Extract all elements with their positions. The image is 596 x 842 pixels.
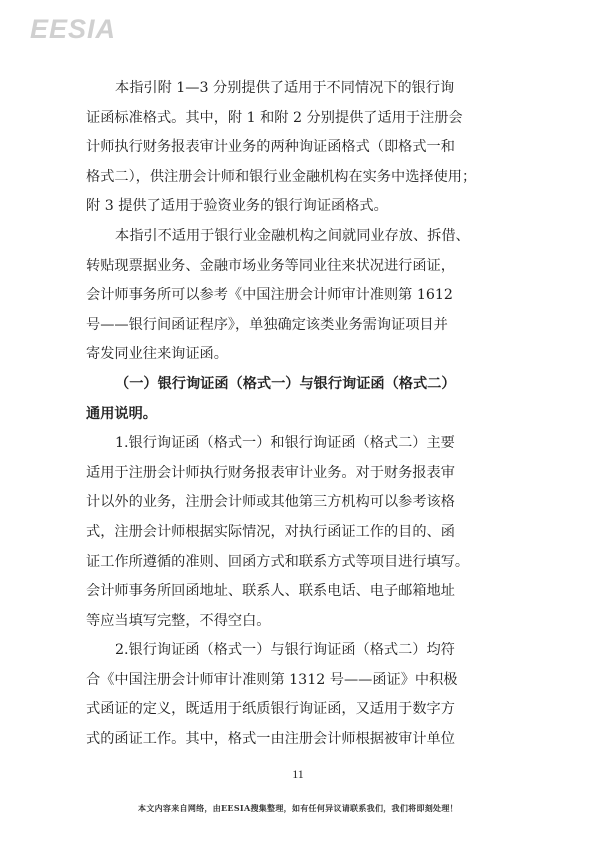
body-line: 证函标准格式。其中，附 1 和附 2 分别提供了适用于注册会 [86, 109, 463, 126]
body-line: 1.银行询证函（格式一）和银行询证函（格式二）主要 [115, 435, 455, 452]
body-line: 适用于注册会计师执行财务报表审计业务。对于财务报表审 [86, 464, 455, 481]
body-line: 格式二），供注册会计师和银行业金融机构在实务中选择使用； [86, 168, 477, 185]
document-body [86, 74, 516, 755]
section-heading: 通用说明。 [86, 405, 157, 422]
section-heading: （一）银行询证函（格式一）与银行询证函（格式二） [115, 375, 456, 392]
body-line: 会计师事务所回函地址、联系人、联系电话、电子邮箱地址 [86, 583, 455, 600]
body-line: 本指引不适用于银行业金融机构之间就同业存放、拆借、 [115, 227, 470, 244]
body-line: 号——银行间函证程序》，单独确定该类业务需询证项目并 [86, 316, 448, 333]
body-line: 转贴现票据业务、金融市场业务等同业往来状况进行函证， [86, 257, 455, 274]
body-line: 式的函证工作。其中，格式一由注册会计师根据被审计单位 [86, 731, 455, 748]
footer-disclaimer: 本文内容来自网络，由EESIA搜集整理，如有任何异议请联系我们，我们将即刻处理！ [138, 803, 458, 813]
body-line: 2.银行询证函（格式一）与银行询证函（格式二）均符 [115, 642, 455, 659]
body-line: 计以外的业务，注册会计师或其他第三方机构可以参考该格 [86, 494, 455, 511]
body-line: 式，注册会计师根据实际情况，对执行函证工作的目的、函 [86, 523, 455, 540]
body-line: 寄发同业往来询证函。 [86, 346, 228, 363]
body-line: 等应当填写完整，不得空白。 [86, 612, 271, 629]
body-line: 附 3 提供了适用于验资业务的银行询证函格式。 [86, 198, 388, 215]
body-line: 式函证的定义，既适用于纸质银行询证函，又适用于数字方 [86, 701, 455, 718]
body-line: 会计师事务所可以参考《中国注册会计师审计准则第 1612 [86, 287, 453, 304]
body-line: 证工作所遵循的准则、回函方式和联系方式等项目进行填写。 [86, 553, 470, 570]
eesia-logo: EESIA [30, 14, 117, 44]
body-line: 本指引附 1—3 分别提供了适用于不同情况下的银行询 [115, 80, 455, 96]
body-line: 合《中国注册会计师审计准则第 1312 号——函证》中积极 [86, 671, 458, 688]
body-line: 计师执行财务报表审计业务的两种询证函格式（即格式一和 [86, 139, 455, 156]
page-number: 11 [292, 767, 304, 781]
